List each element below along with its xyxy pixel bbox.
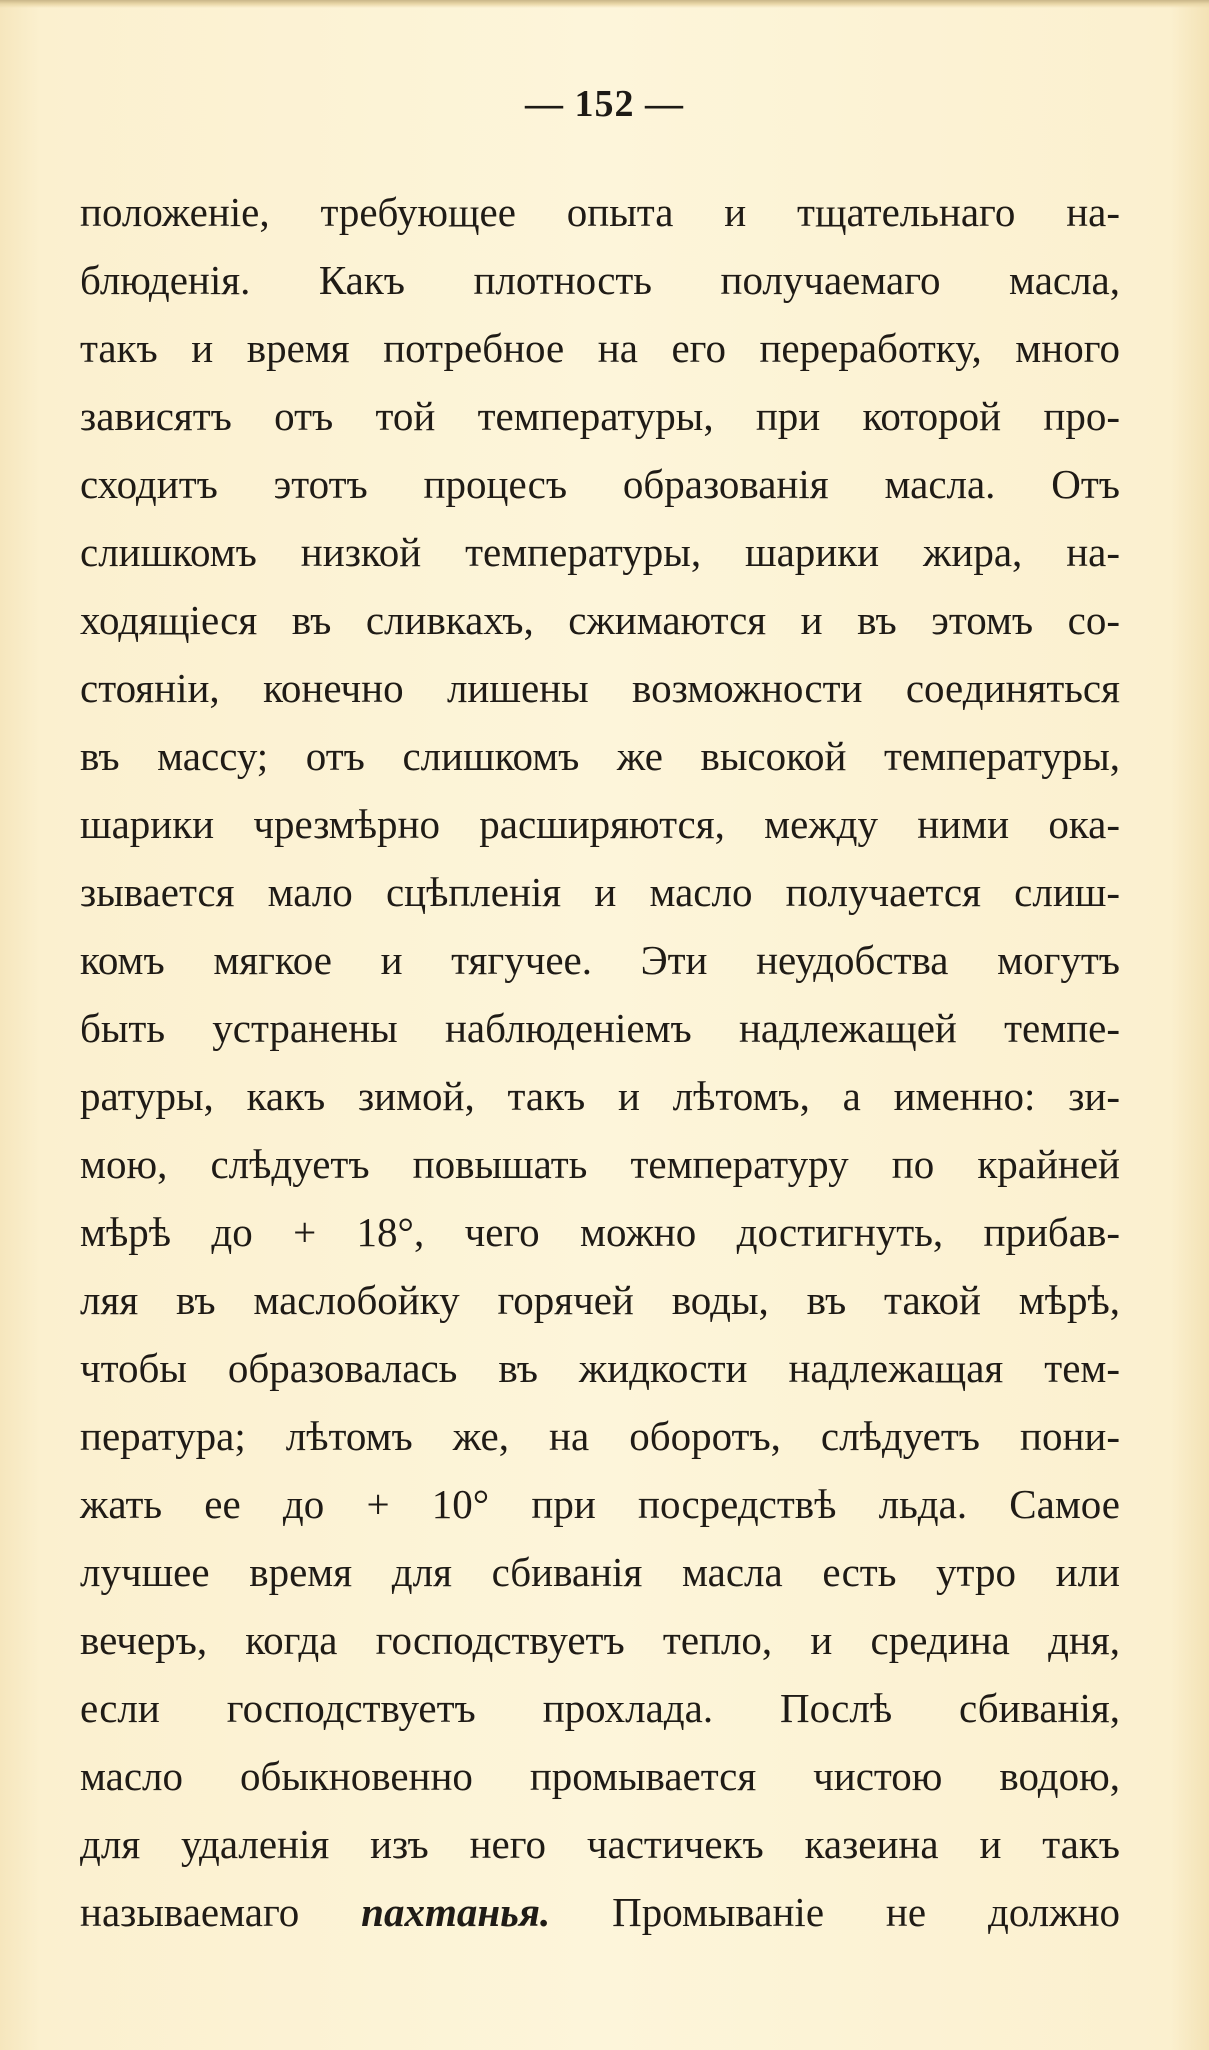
text-line: пература; лѣтомъ же, на оборотъ, слѣдуетъ пони- xyxy=(80,1413,1120,1459)
text-line: вечеръ, когда господствуетъ тепло, и средина дня, xyxy=(80,1617,1120,1663)
text-line: положеніе, требующее опыта и тщательнаго на- xyxy=(80,189,1120,235)
page-number: — 152 — xyxy=(525,83,684,125)
text-line: ляя въ маслобойку горячей воды, въ такой мѣрѣ, xyxy=(80,1277,1120,1323)
text-line: для удаленія изъ него частичекъ казеина и такъ xyxy=(80,1821,1120,1867)
text-line: такъ и время потребное на его переработку, много xyxy=(80,325,1120,371)
text-segment: называемаго xyxy=(80,1889,300,1935)
text-line: комъ мягкое и тягучее. Эти неудобства могутъ xyxy=(80,937,1120,983)
text-line: мою, слѣдуетъ повышать температуру по крайней xyxy=(80,1141,1120,1187)
italic-term: пахтанья. xyxy=(361,1889,551,1935)
text-line: лучшее время для сбиванія масла есть утро или xyxy=(80,1549,1120,1595)
text-line-last xyxy=(80,1878,1120,1946)
text-line: жать ее до + 10° при посредствѣ льда. Самое xyxy=(80,1481,1120,1527)
text-line: ходящіеся въ сливкахъ, сжимаются и въ этомъ со- xyxy=(80,597,1120,643)
text-line: если господствуетъ прохлада. Послѣ сбиванія, xyxy=(80,1685,1120,1731)
text-line: шарики чрезмѣрно расширяются, между ними ока- xyxy=(80,801,1120,847)
text-line: стояніи, конечно лишены возможности соединяться xyxy=(80,665,1120,711)
text-line: зависятъ отъ той температуры, при которой про- xyxy=(80,393,1120,439)
page-top-edge xyxy=(0,0,1209,8)
text-line: быть устранены наблюденіемъ надлежащей темпе- xyxy=(80,1005,1120,1051)
text-segment: Промываніе не должно xyxy=(612,1889,1121,1935)
text-line: масло обыкновенно промывается чистою водою, xyxy=(80,1753,1120,1799)
text-line: слишкомъ низкой температуры, шарики жира, на- xyxy=(80,529,1120,575)
text-line: ратуры, какъ зимой, такъ и лѣтомъ, а именно: зи- xyxy=(80,1073,1120,1119)
text-line: зывается мало сцѣпленія и масло получается слиш- xyxy=(80,869,1120,915)
text-line: блюденія. Какъ плотность получаемаго масла, xyxy=(80,257,1120,303)
text-line: сходитъ этотъ процесъ образованія масла. Отъ xyxy=(80,461,1120,507)
body-text xyxy=(80,178,1120,1946)
text-line: въ массу; отъ слишкомъ же высокой температуры, xyxy=(80,733,1120,779)
text-line: мѣрѣ до + 18°, чего можно достигнуть, прибав- xyxy=(80,1209,1120,1255)
text-line: чтобы образовалась въ жидкости надлежащая тем- xyxy=(80,1345,1120,1391)
